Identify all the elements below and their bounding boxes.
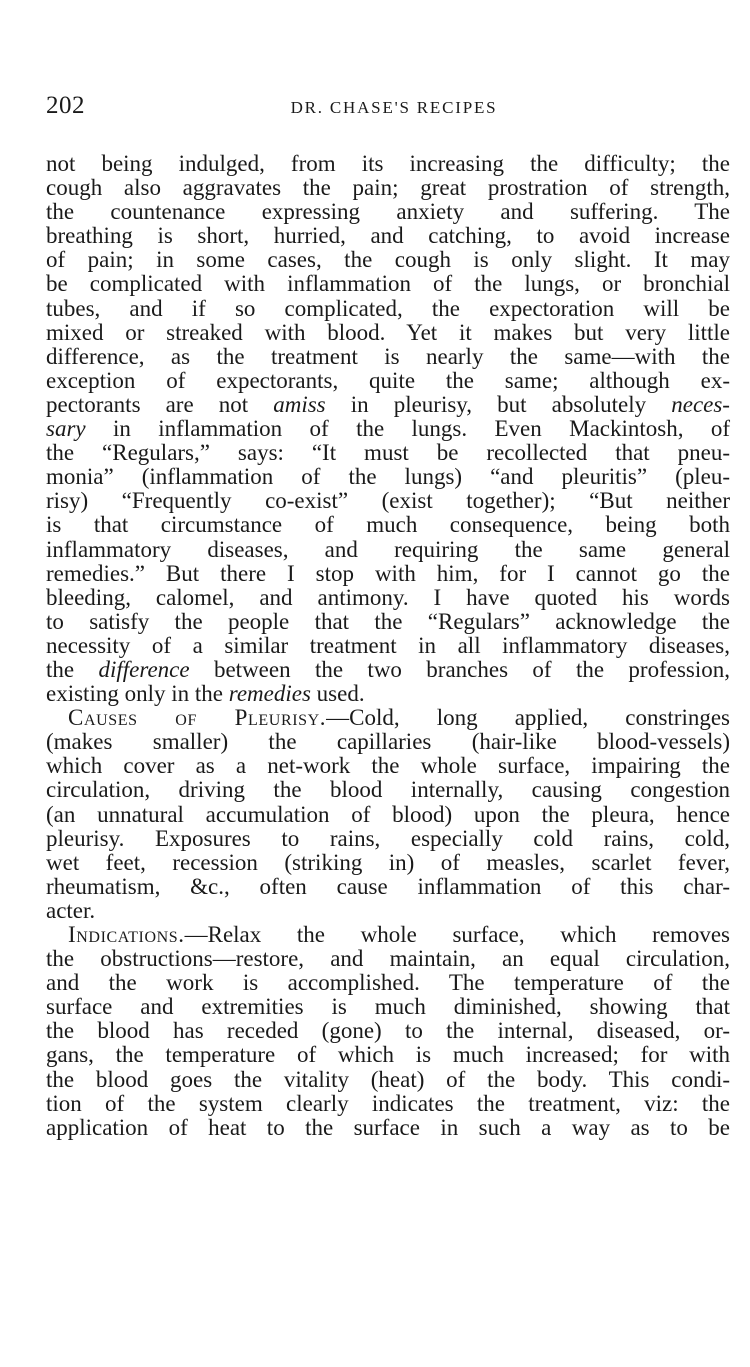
text-line: wet feet, recession (striking in) of measles, scarlet fever, (46, 849, 730, 875)
running-head (46, 92, 730, 132)
italic-word: sary (46, 416, 86, 442)
text-line: the countenance expressing anxiety and suffering. The (46, 199, 730, 225)
text-line: the blood has receded (gone) to the internal, diseased, or- (46, 1018, 730, 1044)
text-line: and the work is accomplished. The temperature of the (46, 970, 730, 996)
italic-word: remedies (228, 681, 311, 707)
book-page (46, 92, 730, 1140)
text-line (46, 706, 730, 730)
text-line: rheumatism, &c., often cause inflammation of this char- (46, 873, 730, 899)
text-line: gans, the temperature of which is much increased; for with (46, 1042, 730, 1068)
text-run: —Cold, long applied, constringes (326, 705, 730, 731)
text-line: risy) “Frequently co-exist” (exist together); “But neither (46, 488, 730, 514)
text-line: bleeding, calomel, and antimony. I have quoted his words (46, 584, 730, 610)
text-line: tubes, and if so complicated, the expectoration will be (46, 295, 730, 321)
text-line (46, 417, 730, 441)
text-line: the obstructions—restore, and maintain, an equal circulation, (46, 946, 730, 972)
text-line: breathing is short, hurried, and catching, to avoid increase (46, 223, 730, 249)
text-line: to satisfy the people that the “Regulars” acknowledge the (46, 608, 730, 634)
text-line (46, 658, 730, 682)
section-heading: Causes of Pleurisy. (68, 705, 327, 731)
text-line: (an unnatural accumulation of blood) upon the pleura, hence (46, 801, 730, 827)
text-run: in inflammation of the lungs. Even Mackintosh, of (85, 416, 730, 442)
text-line: which cover as a net-work the whole surface, impairing the (46, 753, 730, 779)
section-heading: Indications. (68, 922, 185, 947)
paragraph-indications (46, 923, 730, 1140)
text-run: used. (310, 681, 365, 707)
text-line: remedies.” But there I stop with him, for I cannot go the (46, 560, 730, 586)
text-line: pleurisy. Exposures to rains, especially cold rains, cold, (46, 825, 730, 851)
italic-word: amiss (273, 391, 326, 417)
text-run: between the two branches of the profession, (189, 656, 730, 682)
text-line: the blood goes the vitality (heat) of the body. This condi- (46, 1066, 730, 1092)
text-line: not being indulged, from its increasing the difficulty; the (46, 151, 730, 176)
text-line: be complicated with inflammation of the lungs, or bronchial (46, 271, 730, 297)
paragraph-causes-of-pleurisy (46, 706, 730, 923)
text-line: (makes smaller) the capillaries (hair-like blood-vessels) (46, 729, 730, 755)
text-run: pectorants are not (46, 391, 274, 417)
text-line: application of heat to the surface in such a way as to be (46, 1114, 730, 1140)
text-line: of pain; in some cases, the cough is only slight. It may (46, 247, 730, 273)
body-text (46, 152, 730, 1140)
text-line: monia” (inflammation of the lungs) “and pleuritis” (pleu- (46, 464, 730, 490)
text-line: difference, as the treatment is nearly the same—with the (46, 343, 730, 369)
text-line: the “Regulars,” says: “It must be recollected that pneu- (46, 440, 730, 466)
paragraph-symptoms-continued (46, 152, 730, 706)
page-number: 202 (46, 92, 85, 119)
text-line: acter. (46, 897, 96, 923)
italic-word: difference (98, 656, 190, 682)
text-line: inflammatory diseases, and requiring the same general (46, 536, 730, 562)
text-line: cough also aggravates the pain; great prostration of strength, (46, 175, 730, 201)
text-line (46, 393, 730, 417)
text-line: circulation, driving the blood internally, causing congestion (46, 777, 730, 803)
text-line: tion of the system clearly indicates the treatment, viz: the (46, 1090, 730, 1116)
text-line (46, 923, 730, 947)
text-run: existing only in the (46, 681, 229, 707)
running-title: DR. CHASE'S RECIPES (290, 98, 498, 117)
italic-word: neces- (671, 391, 730, 417)
text-line: necessity of a similar treatment in all inflammatory diseases, (46, 632, 730, 658)
text-run: the (46, 656, 99, 682)
text-run: —Relax the whole surface, which removes (184, 922, 730, 947)
text-line: mixed or streaked with blood. Yet it makes but very little (46, 319, 730, 345)
text-line: surface and extremities is much diminished, showing that (46, 994, 730, 1020)
text-line (46, 682, 730, 706)
text-line: exception of expectorants, quite the same; although ex- (46, 367, 730, 393)
text-line: is that circumstance of much consequence, being both (46, 512, 730, 538)
text-run: in pleurisy, but absolutely (325, 391, 672, 417)
